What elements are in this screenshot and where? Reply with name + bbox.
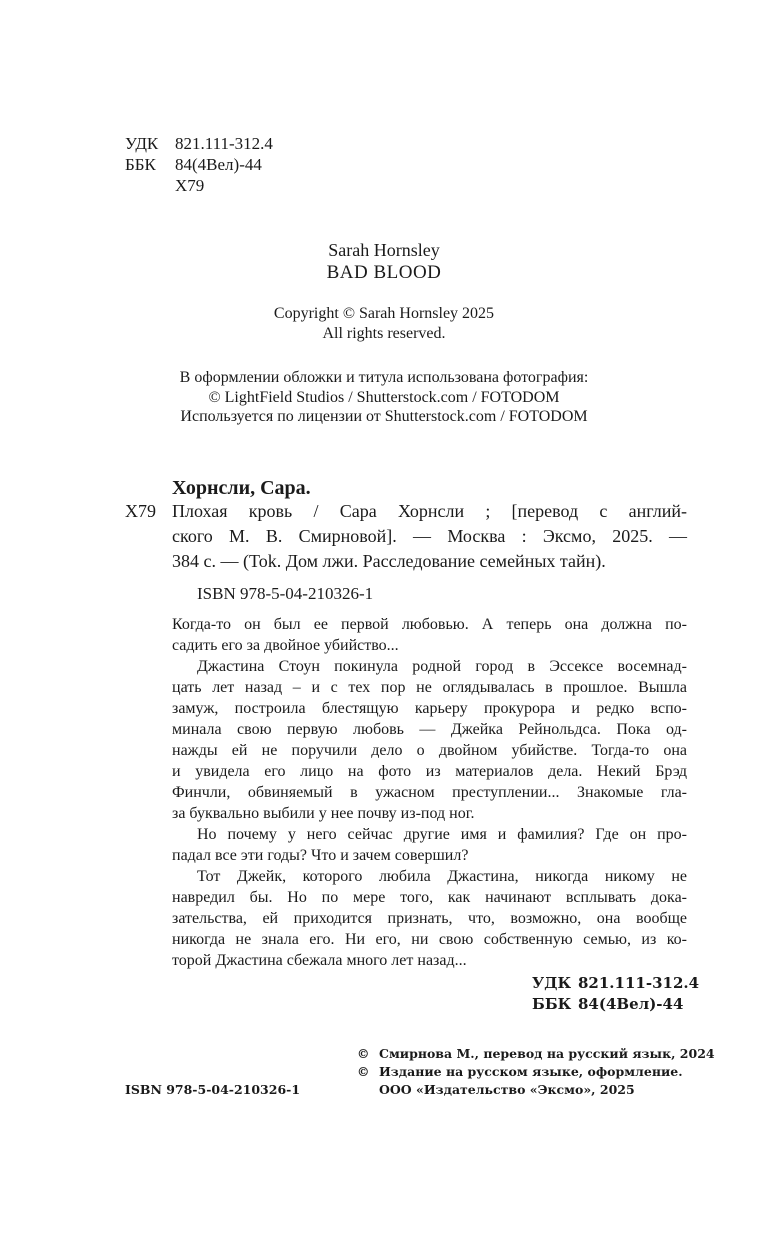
annotation-line: замуж, построила блестящую карьеру прокурора и редко вспо- (172, 700, 687, 717)
bib-line-2: ского М. В. Смирновой]. — Москва : Эксмо, 2025. — (172, 526, 687, 546)
copyright-translation-text: Смирнова М., перевод на русский язык, 2024 (379, 1046, 715, 1061)
rights-line: All rights reserved. (322, 325, 446, 342)
annotation-line: минала свою первую любовь — Джейка Рейнольдса. Пока од- (172, 721, 687, 738)
udk-repeat-row (532, 974, 699, 992)
annotation-line: Тот Джейк, которого любила Джастина, никогда никому не (197, 868, 687, 885)
original-author: Sarah Hornsley (328, 240, 440, 260)
annotation-line: Джастина Стоун покинула родной город в Эссексе восемнад- (197, 658, 687, 675)
bbk-row (125, 154, 273, 175)
annotation-line: падал все эти годы? Что и зачем совершил? (172, 847, 469, 864)
annotation-line: Но почему у него сейчас другие имя и фамилия? Где он про- (197, 826, 687, 843)
udk-value: 821.111-312.4 (175, 134, 273, 153)
bib-isbn: ISBN 978-5-04-210326-1 (197, 584, 374, 603)
annotation-line: садить его за двойное убийство... (172, 637, 399, 654)
classification-block (125, 133, 273, 196)
bbk-label: ББК (125, 155, 156, 174)
bbk-repeat-row (532, 995, 683, 1013)
copyright-edition (357, 1064, 683, 1079)
udk-repeat-label: УДК (532, 974, 572, 992)
udk-row (125, 133, 273, 154)
photo-credit-line-1: В оформлении обложки и титула использована фотография: (179, 369, 589, 386)
copyright-line: Copyright © Sarah Hornsley 2025 (273, 305, 495, 322)
annotation-line: нажды ей не поручили дело о двойном убийстве. Тогда-то она (172, 742, 687, 759)
author-mark-row (125, 175, 273, 196)
author-mark: Х79 (175, 176, 205, 195)
copyright-publisher: ООО «Издательство «Эксмо», 2025 (379, 1082, 635, 1097)
annotation-line: и увидела его лицо на фото из материалов дела. Некий Брэд (172, 763, 687, 780)
copyright-translation (357, 1046, 715, 1061)
bbk-value: 84(4Вел)-44 (175, 155, 262, 174)
annotation-line: Когда-то он был ее первой любовью. А теперь она должна по- (172, 616, 687, 633)
copyright-symbol-2: © (357, 1064, 370, 1079)
bib-line-1: Плохая кровь / Сара Хорнсли ; [перевод с англий- (172, 501, 687, 521)
copyright-symbol-1: © (357, 1046, 370, 1061)
author-heading: Хорнсли, Сара. (172, 477, 311, 499)
udk-repeat-value: 821.111-312.4 (578, 974, 700, 992)
bib-line-3: 384 с. — (Tok. Дом лжи. Расследование семейных тайн). (172, 551, 606, 571)
copyright-edition-text: Издание на русском языке, оформление. (379, 1064, 683, 1079)
original-title: BAD BLOOD (326, 262, 442, 283)
annotation-line: торой Джастина сбежала много лет назад... (172, 952, 467, 969)
bbk-repeat-label: ББК (532, 995, 572, 1013)
annotation-line: за буквально выбили у нее почву из-под ног. (172, 805, 475, 822)
annotation-line: навредил бы. Но по мере того, как начинают всплывать дока- (172, 889, 687, 906)
bbk-repeat-value: 84(4Вел)-44 (578, 995, 684, 1013)
annotation-line: Финчли, обвиняемый в ужасном преступлении... Знакомые гла- (172, 784, 687, 801)
bottom-isbn: ISBN 978-5-04-210326-1 (125, 1082, 301, 1097)
photo-credit-line-3: Используется по лицензии от Shutterstock.com / FOTODOM (180, 408, 588, 425)
annotation-line: зательства, ей приходится признать, что, возможно, она вообще (172, 910, 687, 927)
bib-mark: Х79 (125, 501, 156, 521)
annotation-line: никогда не знала его. Ни его, ни свою собственную семью, из ко- (172, 931, 687, 948)
photo-credit-line-2: © LightField Studios / Shutterstock.com / FOTODOM (208, 389, 560, 406)
annotation-line: цать лет назад – и с тех пор не оглядывалась в прошлое. Вышла (172, 679, 687, 696)
udk-label: УДК (125, 134, 159, 153)
